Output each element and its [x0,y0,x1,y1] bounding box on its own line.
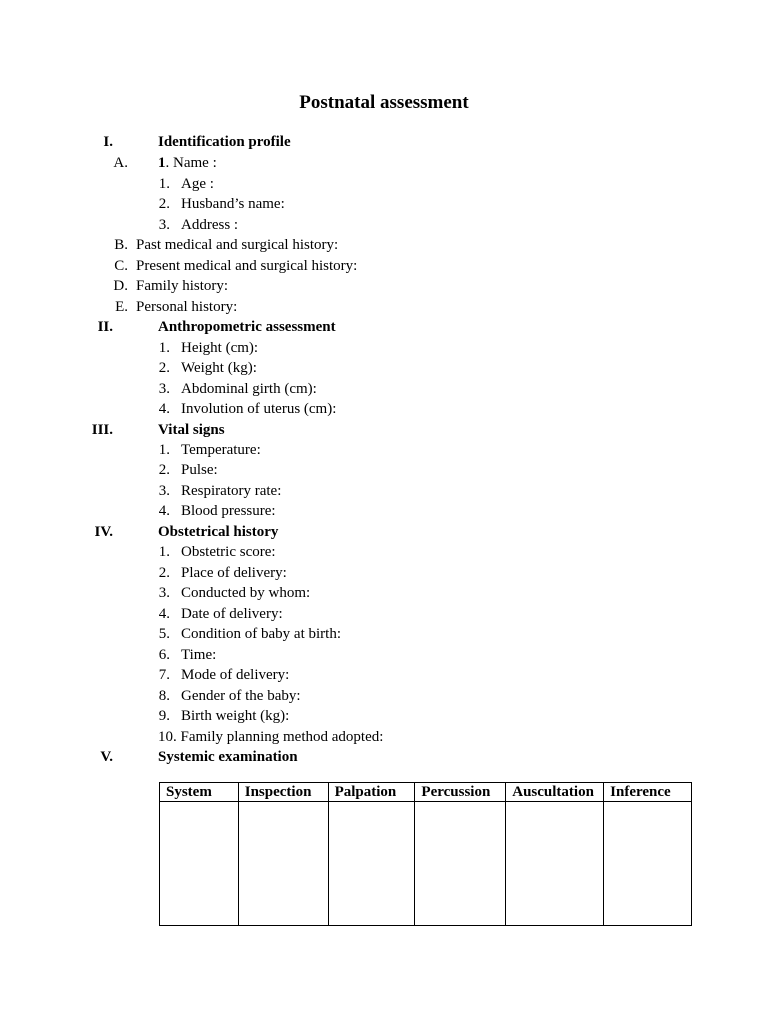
list-item-text: Place of delivery: [181,565,287,581]
name-field-text: . Name : [165,155,217,171]
section-heading: Systemic examination [158,749,298,765]
list-item-text: Pulse: [181,462,218,478]
table-cell [506,802,604,926]
list-item-text: Height (cm): [181,340,259,356]
list-item-number: 7. [158,667,170,683]
section-numeral: IV. [94,524,113,540]
name-field-number: 1 [158,155,166,171]
list-item-text: Respiratory rate: [181,483,282,499]
column-header-inference: Inference [604,783,692,802]
subsection-letter: E. [115,299,128,315]
section-numeral: I. [103,134,113,150]
list-item-number: 1. [158,176,170,192]
table-cell [328,802,415,926]
subsection-text: Present medical and surgical history: [136,258,358,274]
list-item-text: Temperature: [181,442,261,458]
subsection-letter: D. [113,278,128,294]
list-item-number: 2. [158,462,170,478]
list-item-number: 5. [158,626,170,642]
column-header-system: System [160,783,239,802]
column-header-auscultation: Auscultation [506,783,604,802]
section-heading: Vital signs [158,422,225,438]
list-item-number: 9. [158,708,170,724]
list-item-text: Involution of uterus (cm): [181,401,337,417]
list-item-number: 2. [158,360,170,376]
list-item-text: Birth weight (kg): [181,708,290,724]
name-field-label [158,153,217,173]
list-item-text: Mode of delivery: [181,667,290,683]
list-item-number: 1. [158,544,170,560]
list-item-number: 6. [158,647,170,663]
table-cell [238,802,328,926]
table-cell [415,802,506,926]
table-cell [604,802,692,926]
column-header-inspection: Inspection [238,783,328,802]
list-item-text: Condition of baby at birth: [181,626,341,642]
list-item-text: Time: [181,647,217,663]
subsection-text: Family history: [136,278,229,294]
list-item-text: Obstetric score: [181,544,276,560]
list-item-number: 3. [158,585,170,601]
list-item-text: Gender of the baby: [181,688,301,704]
list-item-number: 4. [158,606,170,622]
list-item-number: 4. [158,401,170,417]
list-item-text: Abdominal girth (cm): [181,381,317,397]
column-header-percussion: Percussion [415,783,506,802]
list-item-number: 3. [158,483,170,499]
section-heading: Identification profile [158,134,291,150]
list-item-number: 3. [158,217,170,233]
list-item-number: 2. [158,196,170,212]
subsection-letter: B. [114,237,128,253]
list-item-text: Husband’s name: [181,196,285,212]
page-title: Postnatal assessment [299,92,469,113]
list-item-number: 2. [158,565,170,581]
table-row [160,802,692,926]
list-item-number: 8. [158,688,170,704]
section-heading: Anthropometric assessment [158,319,336,335]
systemic-examination-table [159,782,692,926]
list-item-text: Address : [181,217,239,233]
list-item-text: Weight (kg): [181,360,257,376]
list-item-number: 4. [158,503,170,519]
list-item-text: 10. Family planning method adopted: [158,729,384,745]
section-numeral: V. [100,749,113,765]
section-numeral: II. [97,319,113,335]
list-item-text: Blood pressure: [181,503,276,519]
section-heading: Obstetrical history [158,524,279,540]
table-cell [160,802,239,926]
list-item-text: Date of delivery: [181,606,283,622]
subsection-text: Past medical and surgical history: [136,237,339,253]
section-numeral: III. [91,422,113,438]
table-header-row [160,783,692,802]
list-item-number: 1. [158,340,170,356]
list-item-text: Age : [181,176,214,192]
subsection-text: Personal history: [136,299,238,315]
subsection-letter: C. [114,258,128,274]
list-item-text: Conducted by whom: [181,585,311,601]
list-item-number: 3. [158,381,170,397]
list-item-number: 1. [158,442,170,458]
column-header-palpation: Palpation [328,783,415,802]
subsection-letter: A. [113,155,128,171]
